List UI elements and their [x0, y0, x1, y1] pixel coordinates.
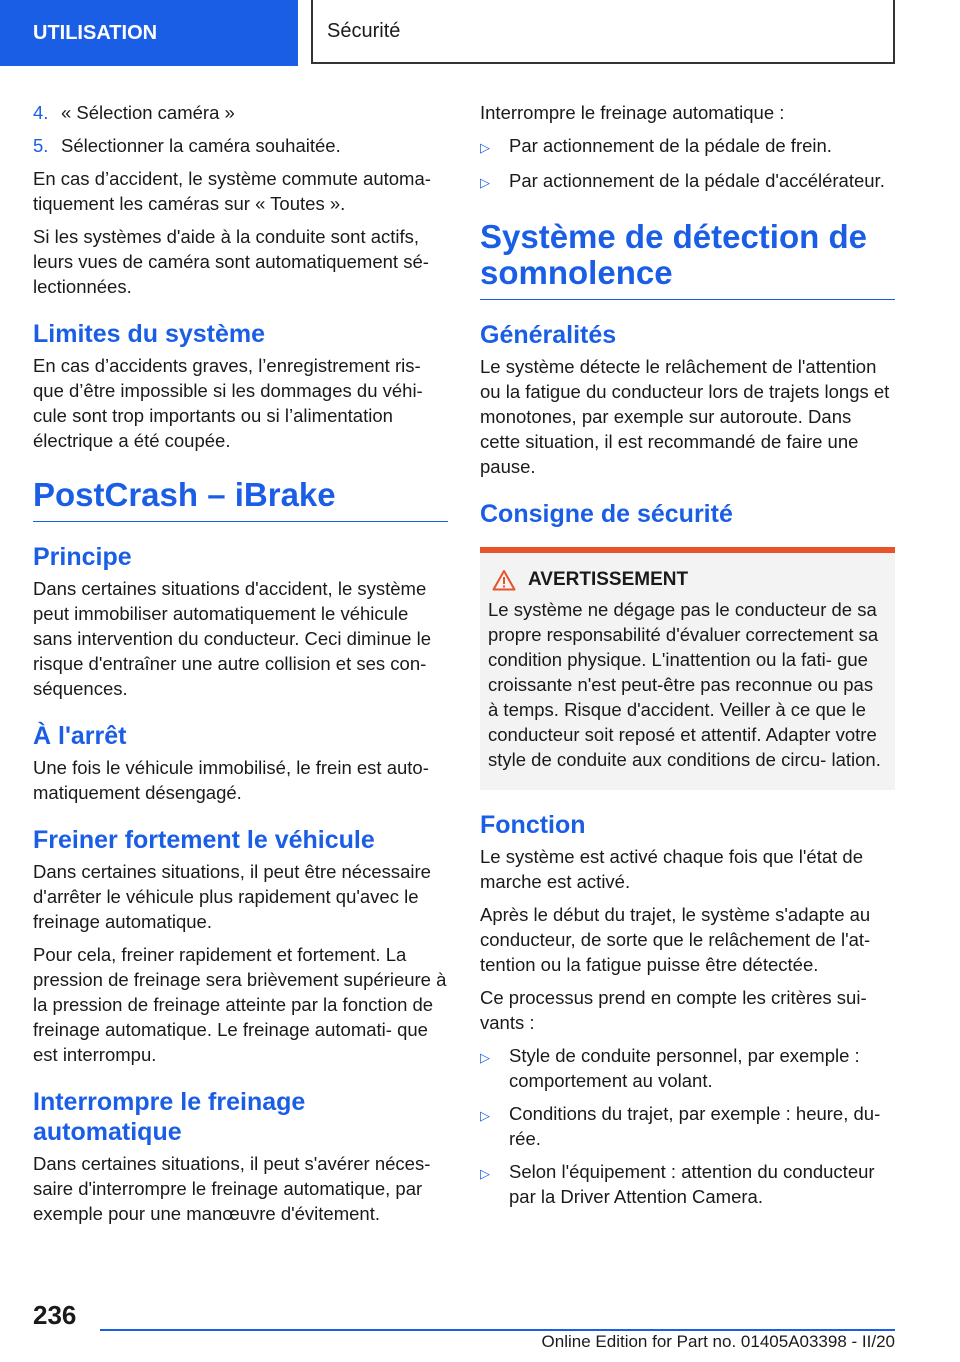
- paragraph: En cas d’accidents graves, l’enregistrement ris‐ que d’être impossible si les dommages du véhi‐ cule sont trop importants ou si l’alimentation électrique a été coupée.: [33, 355, 423, 451]
- heading-postcrash: PostCrash – iBrake: [33, 477, 448, 522]
- edition-text: Online Edition for Part no. 01405A03398 - II/20: [541, 1332, 895, 1351]
- triangle-bullet-icon: ▷: [480, 175, 490, 190]
- warning-box: [480, 547, 895, 790]
- paragraph: Dans certaines situations d'accident, le système peut immobiliser automatiquement le véhicule sans intervention du conducteur. Ceci diminue le risque d'entraîner une autre collision et ses con‐ séquences.: [33, 578, 431, 699]
- list-item: [480, 168, 895, 195]
- paragraph: Dans certaines situations, il peut être nécessaire d'arrêter le véhicule plus rapidement qu'avec le freinage automatique.: [33, 861, 431, 932]
- paragraph: Pour cela, freiner rapidement et fortement. La pression de freinage sera brièvement supérieure à la pression de freinage atteinte par la fonction de freinage automatique. Le freinage automati‐ que est interrompu.: [33, 944, 447, 1065]
- paragraph: Après le début du trajet, le système s'adapte au conducteur, de sorte que le relâchement de l'at‐ tention ou la fatigue puisse être détectée.: [480, 904, 871, 975]
- list-item-text: Selon l'équipement : attention du conducteur par la Driver Attention Camera.: [509, 1161, 875, 1207]
- heading-limites: Limites du système: [33, 320, 266, 348]
- heading-principe: Principe: [33, 543, 132, 571]
- paragraph: Dans certaines situations, il peut s'avérer néces‐ saire d'interrompre le freinage automatique, par exemple pour une manœuvre d'évitement.: [33, 1153, 431, 1224]
- triangle-bullet-icon: ▷: [480, 1108, 490, 1123]
- step-text: « Sélection caméra »: [61, 102, 235, 123]
- footer-divider: [100, 1329, 895, 1331]
- list-item-text: Style de conduite personnel, par exemple : comportement au volant.: [509, 1045, 860, 1091]
- paragraph: Interrompre le freinage automatique :: [480, 102, 785, 123]
- warning-triangle-icon: [492, 569, 516, 591]
- paragraph: Ce processus prend en compte les critères sui‐ vants :: [480, 987, 867, 1033]
- list-item: [480, 133, 895, 160]
- right-column: [480, 100, 895, 1217]
- triangle-bullet-icon: ▷: [480, 140, 490, 155]
- paragraph: Le système est activé chaque fois que l'état de marche est activé.: [480, 846, 864, 892]
- warning-text: Le système ne dégage pas le conducteur de sa propre responsabilité d'évaluer correctement sa condition physique. L'inattention ou la fati‐ gue croissante n'est peut-être pas reconnue ou pas à temps. Risque d'accident. Veiller à ce que le conducteur soit reposé et attentif. Adapter votre style de conduite aux conditions de circu‐ lation.: [488, 599, 881, 770]
- step-number: 4.: [33, 102, 49, 123]
- paragraph: Une fois le véhicule immobilisé, le frein est auto‐ matiquement désengagé.: [33, 757, 429, 803]
- heading-generalites: Généralités: [480, 321, 617, 349]
- warning-title: [488, 569, 887, 591]
- step-text: Sélectionner la caméra souhaitée.: [61, 135, 341, 156]
- heading-arret: À l'arrêt: [33, 722, 127, 750]
- list-item: [480, 1101, 895, 1151]
- list-item: [480, 1159, 895, 1209]
- section-tab: UTILISATION: [0, 0, 298, 66]
- subsection-tab: Sécurité: [311, 0, 895, 64]
- left-column: [33, 100, 448, 1234]
- step-item: [33, 133, 448, 158]
- page-header: [0, 0, 960, 66]
- list-item: [480, 1043, 895, 1093]
- heading-fonction: Fonction: [480, 811, 586, 839]
- paragraph: En cas d’accident, le système commute automa‐ tiquement les caméras sur « Toutes ».: [33, 168, 431, 214]
- triangle-bullet-icon: ▷: [480, 1166, 490, 1181]
- paragraph: Le système détecte le relâchement de l'attention ou la fatigue du conducteur lors de trajets longs et monotones, par exemple sur autoroute. Dans cette situation, il est recommandé de faire une pause.: [480, 356, 890, 477]
- list-item-text: Conditions du trajet, par exemple : heure, du‐ rée.: [509, 1103, 881, 1149]
- step-item: [33, 100, 448, 125]
- list-item-text: Par actionnement de la pédale de frein.: [509, 135, 832, 156]
- warning-label: AVERTISSEMENT: [528, 569, 689, 590]
- step-number: 5.: [33, 135, 49, 156]
- triangle-bullet-icon: ▷: [480, 1050, 490, 1065]
- list-item-text: Par actionnement de la pédale d'accélérateur.: [509, 170, 885, 191]
- heading-freiner: Freiner fortement le véhicule: [33, 826, 375, 854]
- paragraph: Si les systèmes d'aide à la conduite sont actifs, leurs vues de caméra sont automatiquement sé‐ lectionnées.: [33, 226, 429, 297]
- heading-interrompre: Interrompre le freinage automatique: [33, 1088, 306, 1146]
- heading-consigne: Consigne de sécurité: [480, 500, 733, 528]
- page-number: 236: [33, 1300, 77, 1330]
- heading-systeme: Système de détection de somnolence: [480, 219, 895, 300]
